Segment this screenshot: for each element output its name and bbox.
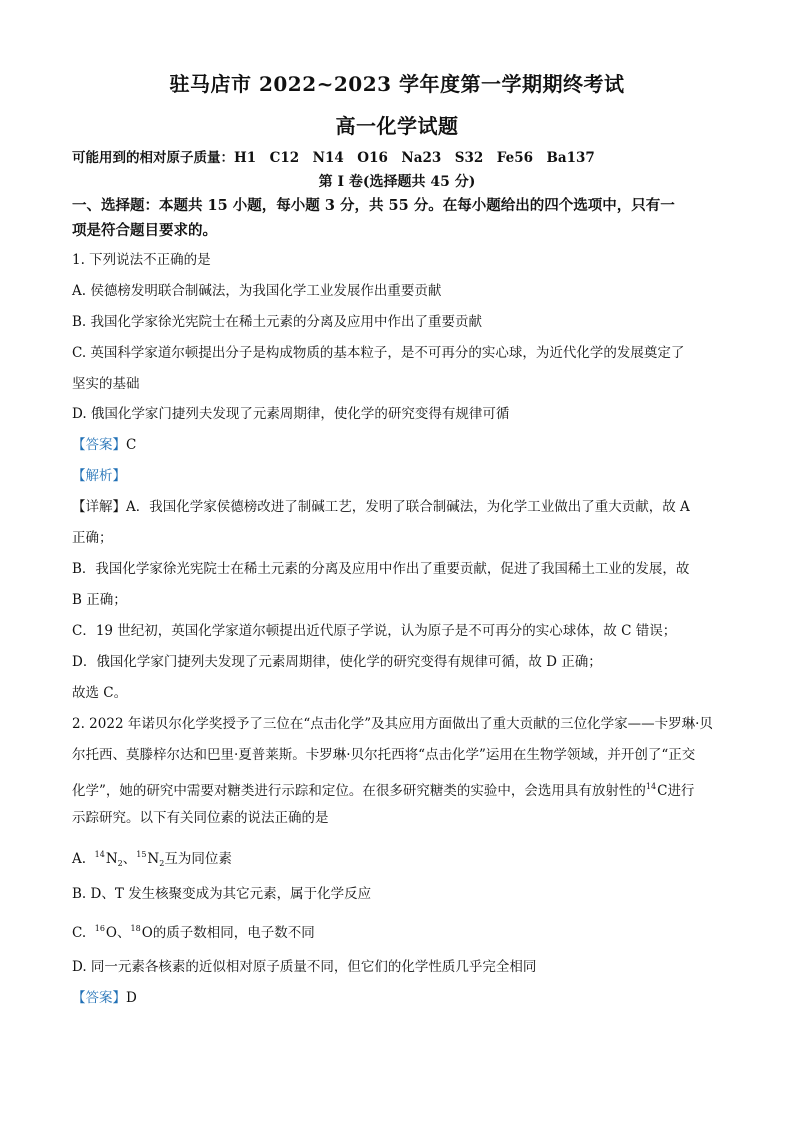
- q1-detail-line-7: 故选 C。: [72, 685, 128, 701]
- exam-subtitle: 高一化学试题: [335, 114, 459, 138]
- q1-answer-value: C: [126, 437, 137, 453]
- q2-option-a-element-2: N: [147, 851, 160, 867]
- q1-detail-line-5: C．19 世纪初，英国化学家道尔顿提出近代原子学说，认为原子是不可再分的实心球体，故 C 错误；: [72, 623, 677, 639]
- q1-detail-line-3: B．我国化学家徐光宪院士在稀土元素的分离及应用中作出了重要贡献，促进了我国稀土工业的发展，故: [72, 561, 690, 577]
- q1-stem: 1. 下列说法不正确的是: [72, 252, 211, 268]
- q1-analysis-tag: 【解析】: [72, 468, 126, 484]
- q2-option-c-mass-2: 18: [130, 924, 141, 933]
- q2-stem-line-3-tail: 进行: [667, 783, 695, 799]
- q1-option-c-line-2: 坚实的基础: [72, 376, 140, 392]
- q2-stem-line-2: 尔托西、莫滕梓尔达和巴里·夏普莱斯。卡罗琳·贝尔托西将“点击化学”运用在生物学领域，并开创了“正交: [72, 747, 696, 763]
- q2-option-c-element-2: O: [141, 925, 153, 941]
- q1-option-b: B. 我国化学家徐光宪院士在稀土元素的分离及应用中作出了重要贡献: [72, 314, 483, 330]
- q1-detail-line-4: B 正确；: [72, 592, 127, 608]
- q2-carbon-mass-number: 14: [645, 782, 657, 791]
- q2-option-c-tail: 的质子数相同，电子数不同: [152, 925, 315, 941]
- q1-detail-tag: 【详解】: [72, 499, 126, 515]
- q2-answer-row: [72, 988, 137, 1008]
- q1-answer-row: [72, 435, 136, 455]
- q2-option-a-subscript-2: 2: [159, 859, 165, 868]
- section-heading-line-2: 项是符合题目要求的。: [72, 222, 217, 239]
- q2-option-a-element-1: N: [105, 851, 118, 867]
- q2-option-c-mass-1: 16: [94, 924, 105, 933]
- q2-answer-value: D: [126, 990, 137, 1006]
- q1-detail-line-1: A．我国化学家侯德榜改进了制碱工艺，发明了联合制碱法，为化学工业做出了重大贡献，故 A: [126, 499, 690, 515]
- q2-carbon-symbol: C: [657, 783, 668, 799]
- q2-stem-line-4: 示踪研究。以下有关同位素的说法正确的是: [72, 810, 329, 826]
- q2-answer-tag: 【答案】: [72, 990, 126, 1006]
- q2-stem-line-3-text: 化学”，她的研究中需要对糖类进行示踪和定位。在很多研究糖类的实验中，会选用具有放射性的: [72, 783, 646, 799]
- q2-option-c-separator: 、: [117, 925, 131, 941]
- q1-detail-row: [72, 497, 690, 517]
- volume-heading: 第 I 卷(选择题共 45 分): [318, 174, 476, 190]
- q1-detail-line-2: 正确；: [72, 530, 113, 546]
- q2-stem-line-1: 2. 2022 年诺贝尔化学奖授予了三位在“点击化学”及其应用方面做出了重大贡献的三位化学家——卡罗琳·贝: [72, 716, 713, 732]
- q1-option-c-line-1: C. 英国科学家道尔顿提出分子是构成物质的基本粒子，是不可再分的实心球，为近代化学的发展奠定了: [72, 345, 685, 361]
- q2-option-c-label: C.: [72, 925, 87, 941]
- q1-option-d: D. 俄国化学家门捷列夫发现了元素周期律，使化学的研究变得有规律可循: [72, 406, 510, 422]
- q2-option-a: [72, 845, 232, 874]
- q2-option-a-mass-1: 14: [94, 850, 105, 859]
- q2-option-b: B. D、T 发生核聚变成为其它元素，属于化学反应: [72, 886, 372, 902]
- q2-option-a-label: A.: [72, 851, 87, 867]
- q2-option-c: [72, 919, 315, 943]
- q2-option-a-tail: 互为同位素: [164, 851, 232, 867]
- q1-option-a: A. 侯德榜发明联合制碱法，为我国化学工业发展作出重要贡献: [72, 283, 442, 299]
- q2-option-c-element-1: O: [105, 925, 117, 941]
- q2-option-a-mass-2: 15: [136, 850, 147, 859]
- atomic-masses: 可能用到的相对原子质量：H1 C12 N14 O16 Na23 S32 Fe56 Ba137: [72, 150, 595, 166]
- q2-option-d: D. 同一元素各核素的近似相对原子质量不同，但它们的化学性质几乎完全相同: [72, 959, 537, 975]
- q1-analysis-row: [72, 466, 126, 486]
- section-heading-line-1: 一、选择题：本题共 15 小题，每小题 3 分，共 55 分。在每小题给出的四个选项中，只有一: [72, 197, 675, 214]
- q1-answer-tag: 【答案】: [72, 437, 126, 453]
- q2-stem-line-3: [72, 777, 694, 801]
- q1-detail-line-6: D．俄国化学家门捷列夫发现了元素周期律，使化学的研究变得有规律可循，故 D 正确；: [72, 654, 602, 670]
- q2-option-a-subscript-1: 2: [117, 859, 123, 868]
- exam-title: 驻马店市 2022~2023 学年度第一学期期终考试: [169, 72, 625, 96]
- q2-option-a-separator: 、: [122, 851, 137, 867]
